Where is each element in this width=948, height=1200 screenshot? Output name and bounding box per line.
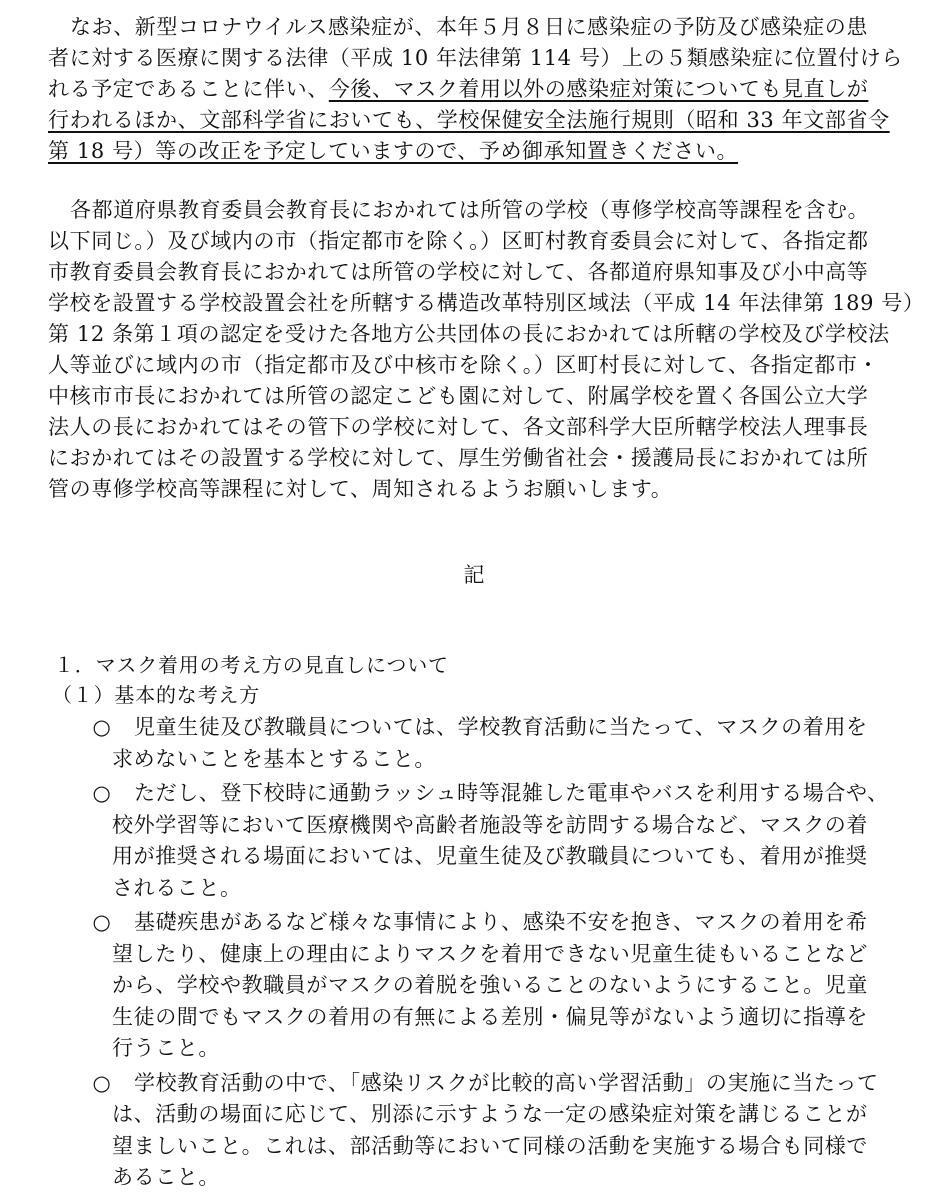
bullet-4-line-3: 望ましいこと。これは、部活動等において同様の活動を実施する場合も同様で bbox=[112, 1133, 868, 1158]
bullet-circle-icon: ○ bbox=[92, 1070, 112, 1095]
distribution-line-7: 中核市市長におかれては所管の認定こども園に対して、附属学校を置く各国公立大学 bbox=[48, 384, 869, 408]
bullet-4-line-4: あること。 bbox=[112, 1165, 220, 1189]
bullet-3-line-5: 行うこと。 bbox=[112, 1036, 220, 1060]
bullet-circle-icon: ○ bbox=[92, 715, 112, 739]
bullet-1-line-2: 求めないことを基本とすること。 bbox=[112, 746, 436, 771]
distribution-line-1: 各都道府県教育委員会教育長におかれては所管の学校（専修学校高等課程を含む。 bbox=[70, 198, 870, 222]
bullet-circle-icon: ○ bbox=[92, 910, 112, 934]
distribution-paragraph bbox=[48, 195, 925, 505]
bullet-4-line-1: 学校教育活動の中で、「感染リスクが比較的高い学習活動」の実施に当たって bbox=[134, 1070, 879, 1095]
intro-line-1: なお、新型コロナウイルス感染症が、本年５月８日に感染症の予防及び感染症の患 bbox=[70, 15, 868, 39]
bullet-2-line-4: されること。 bbox=[112, 875, 242, 900]
distribution-line-10: 管の専修学校高等課程に対して、周知されるようお願いします。 bbox=[48, 477, 673, 501]
subsection-heading: （１）基本的な考え方 bbox=[52, 683, 260, 707]
bullet-item-2 bbox=[90, 778, 910, 904]
intro-line-3-plain: れる予定であることに伴い、 bbox=[48, 77, 329, 101]
bullet-list bbox=[90, 712, 910, 1197]
bullet-item-3 bbox=[90, 907, 910, 1065]
distribution-line-9: におかれてはその設置する学校に対して、厚生労働省社会・援護局長におかれては所 bbox=[48, 446, 869, 470]
bullet-2-line-2: 校外学習等において医療機関や高齢者施設等を訪問する場合など、マスクの着 bbox=[112, 812, 868, 837]
bullet-3-line-3: から、学校や教職員がマスクの着脱を強いることのないようにすること。児童 bbox=[112, 973, 868, 997]
distribution-line-5: 第 12 条第１項の認定を受けた各地方公共団体の長におかれては所轄の学校及び学校法 bbox=[48, 322, 890, 346]
intro-paragraph bbox=[48, 12, 903, 167]
bullet-circle-icon: ○ bbox=[92, 781, 112, 805]
intro-line-3 bbox=[48, 74, 898, 105]
intro-line-5-underlined: 第 18 号）等の改正を予定していますので、予め御承知置きください。 bbox=[48, 139, 739, 163]
distribution-line-2: 以下同じ。）及び域内の市（指定都市を除く。）区町村教育委員会に対して、各指定都 bbox=[48, 229, 869, 253]
intro-line-3-underlined: 今後、マスク着用以外の感染症対策についても見直しが bbox=[328, 77, 869, 101]
bullet-4-line-2: は、活動の場面に応じて、別添に示すような一定の感染症対策を講じることが bbox=[112, 1102, 868, 1126]
bullet-3-line-2: 望したり、健康上の理由によりマスクを着用できない児童生徒もいることなど bbox=[112, 941, 868, 966]
section-heading: １．マスク着用の考え方の見直しについて bbox=[54, 653, 449, 677]
bullet-3-line-4: 生徒の間でもマスクの着用の有無による差別・偏見等がないよう適切に指導を bbox=[112, 1004, 868, 1029]
bullet-item-1 bbox=[90, 712, 910, 775]
bullet-1-line-1: 児童生徒及び教職員については、学校教育活動に当たって、マスクの着用を bbox=[134, 715, 868, 739]
bullet-3-line-1: 基礎疾患があるなど様々な事情により、感染不安を抱き、マスクの着用を希 bbox=[134, 910, 868, 934]
distribution-line-8: 法人の長におかれてはその管下の学校に対して、各文部科学大臣所轄学校法人理事長 bbox=[48, 415, 869, 439]
ki-label: 記 bbox=[463, 563, 485, 587]
bullet-2-line-1: ただし、登下校時に通勤ラッシュ時等混雑した電車やバスを利用する場合や、 bbox=[134, 781, 889, 805]
bullet-2-line-3: 用が推奨される場面においては、児童生徒及び教職員についても、着用が推奨 bbox=[112, 844, 868, 868]
intro-line-2: 者に対する医療に関する法律（平成 10 年法律第 114 号）上の５類感染症に位置付けら bbox=[48, 46, 903, 70]
distribution-line-4: 学校を設置する学校設置会社を所轄する構造改革特別区域法（平成 14 年法律第 189 号） bbox=[48, 291, 925, 315]
distribution-line-6: 人等並びに域内の市（指定都市及び中核市を除く。）区町村長に対して、各指定都市・ bbox=[48, 353, 880, 377]
distribution-line-3: 市教育委員会教育長におかれては所管の学校に対して、各都道府県知事及び小中高等 bbox=[48, 260, 869, 284]
intro-line-4-underlined: 行われるほか、文部科学省においても、学校保健安全法施行規則（昭和 33 年文部省令 bbox=[48, 108, 890, 132]
bullet-item-4 bbox=[90, 1068, 910, 1194]
